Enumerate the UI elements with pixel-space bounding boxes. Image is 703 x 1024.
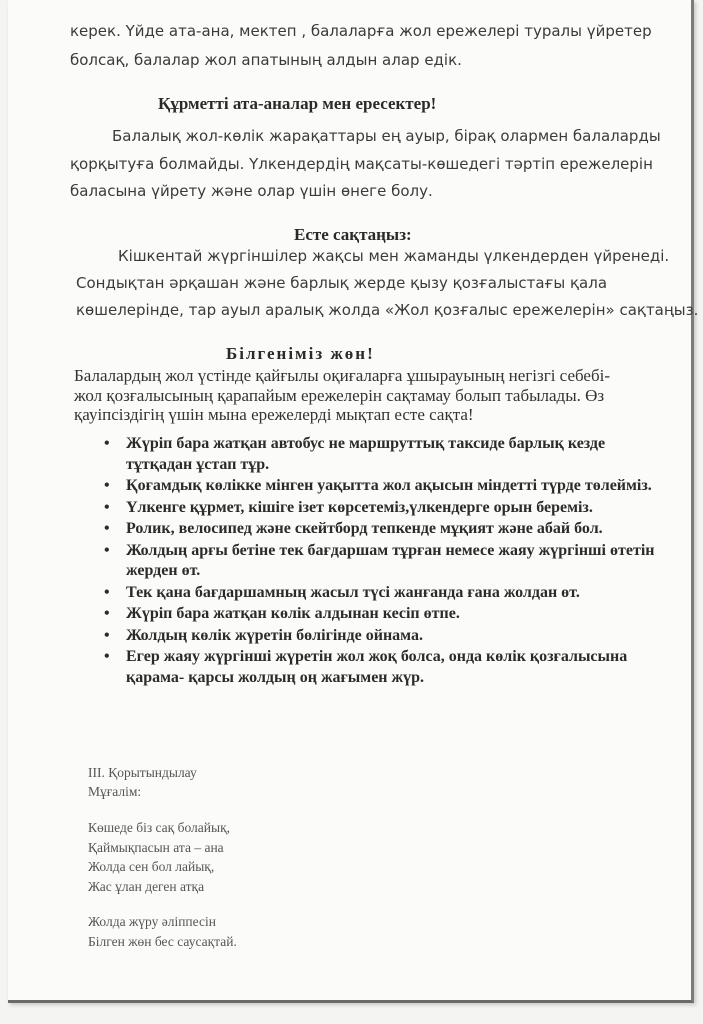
- remember-line: көшелерінде, тар ауыл аралық жолда «Жол қозғалыс ережелерін» сақтаңыз.: [76, 301, 699, 319]
- poem-line: Жолда сен бол лайық,: [88, 859, 215, 874]
- poem-line: Білген жөн бес саусақтай.: [88, 934, 237, 949]
- address-line: қорқытуға болмайды. Үлкендердің мақсаты-көшедегі тәртіп ережелерін: [70, 155, 653, 173]
- document-page: [8, 0, 699, 1003]
- address-line: баласына үйрету және олар үшін өнеге болу.: [70, 182, 433, 200]
- know-heading: Білгеніміз жөн!: [226, 344, 375, 363]
- intro-line: болсақ, балалар жол апатының алдын алар едік.: [70, 51, 462, 69]
- poem-line: Көшеде біз сақ болайық,: [88, 820, 231, 835]
- bullet-icon: •: [104, 583, 110, 601]
- poem-line: Қаймықпасын ата – ана: [88, 840, 224, 855]
- know-line: жол қозғалысының қарапайым ережелерін сақтамау болып табылады. Өз: [74, 386, 605, 405]
- intro-line: керек. Үйде ата-ана, мектеп , балаларға жол ережелері туралы үйретер: [70, 22, 652, 40]
- remember-line: Сондықтан әрқашан және барлық жерде қызу қозғалыстағы қала: [76, 274, 608, 292]
- rule-text: Жүріп бара жатқан автобус не маршруттық таксиде барлық кезде тұтқадан ұстап тұр.: [126, 435, 606, 473]
- rule-item: [98, 519, 668, 540]
- know-line: қауіпсіздігің үшін мына ережелерді мықтап есте сақта!: [74, 405, 474, 424]
- rule-item: [98, 583, 668, 604]
- address-line: Балалық жол-көлік жарақаттары ең ауыр, бірақ олармен балаларды: [112, 127, 661, 145]
- rule-text: Ролик, велосипед және скейтборд тепкенде мұқият және абай бол.: [126, 520, 603, 537]
- bullet-icon: •: [104, 648, 110, 665]
- bullet-icon: •: [104, 435, 110, 452]
- bullet-icon: •: [104, 541, 110, 559]
- address-heading: Құрметті ата-аналар мен ересектер!: [158, 94, 437, 113]
- rule-text: Тек қана бағдаршамның жасыл түсі жанғанда ғана жолдан өт.: [126, 583, 580, 601]
- bullet-icon: •: [104, 520, 110, 537]
- bullet-icon: •: [104, 498, 110, 516]
- rules-list: [98, 434, 668, 689]
- rule-item: [98, 626, 668, 647]
- bullet-icon: •: [104, 477, 110, 494]
- closing-section-title: III. Қорытындылау: [88, 765, 197, 780]
- closing-speaker: Мұғалім:: [88, 784, 142, 799]
- know-line: Балалардың жол үстінде қайғылы оқиғаларға ұшырауының негізгі себебі-: [74, 366, 610, 385]
- rule-text: Жолдың көлік жүретін бөлігінде ойнама.: [126, 626, 423, 644]
- rule-item: [98, 604, 668, 625]
- remember-heading: Есте сақтаңыз:: [294, 225, 412, 244]
- bullet-icon: •: [104, 605, 110, 622]
- poem-line: Жолда жүру әліппесін: [88, 914, 216, 929]
- rule-text: Жолдың арғы бетіне тек бағдаршам тұрған немесе жаяу жүргінші өтетін жерден өт.: [126, 541, 655, 579]
- remember-line: Кішкентай жүргіншілер жақсы мен жаманды үлкендерден үйренеді.: [118, 247, 670, 265]
- rule-text: Жүріп бара жатқан көлік алдынан кесіп өтпе.: [126, 605, 460, 622]
- poem-line: Жас ұлан деген атқа: [88, 879, 205, 894]
- rule-item: [98, 476, 668, 497]
- rule-item: [98, 434, 668, 475]
- rule-text: Қоғамдық көлікке мінген уақытта жол ақысын міндетті түрде төлейміз.: [126, 477, 652, 494]
- rule-text: Егер жаяу жүргінші жүретін жол жоқ болса, онда көлік қозғалысына қарама- қарсы жолдың оң жағымен жүр.: [126, 648, 628, 686]
- bullet-icon: •: [104, 626, 110, 644]
- rule-item: [98, 647, 668, 688]
- rule-item: [98, 541, 668, 582]
- rule-item: [98, 498, 668, 519]
- rule-text: Үлкенге құрмет, кішіге ізет көрсетеміз,үлкендерге орын береміз.: [126, 498, 593, 516]
